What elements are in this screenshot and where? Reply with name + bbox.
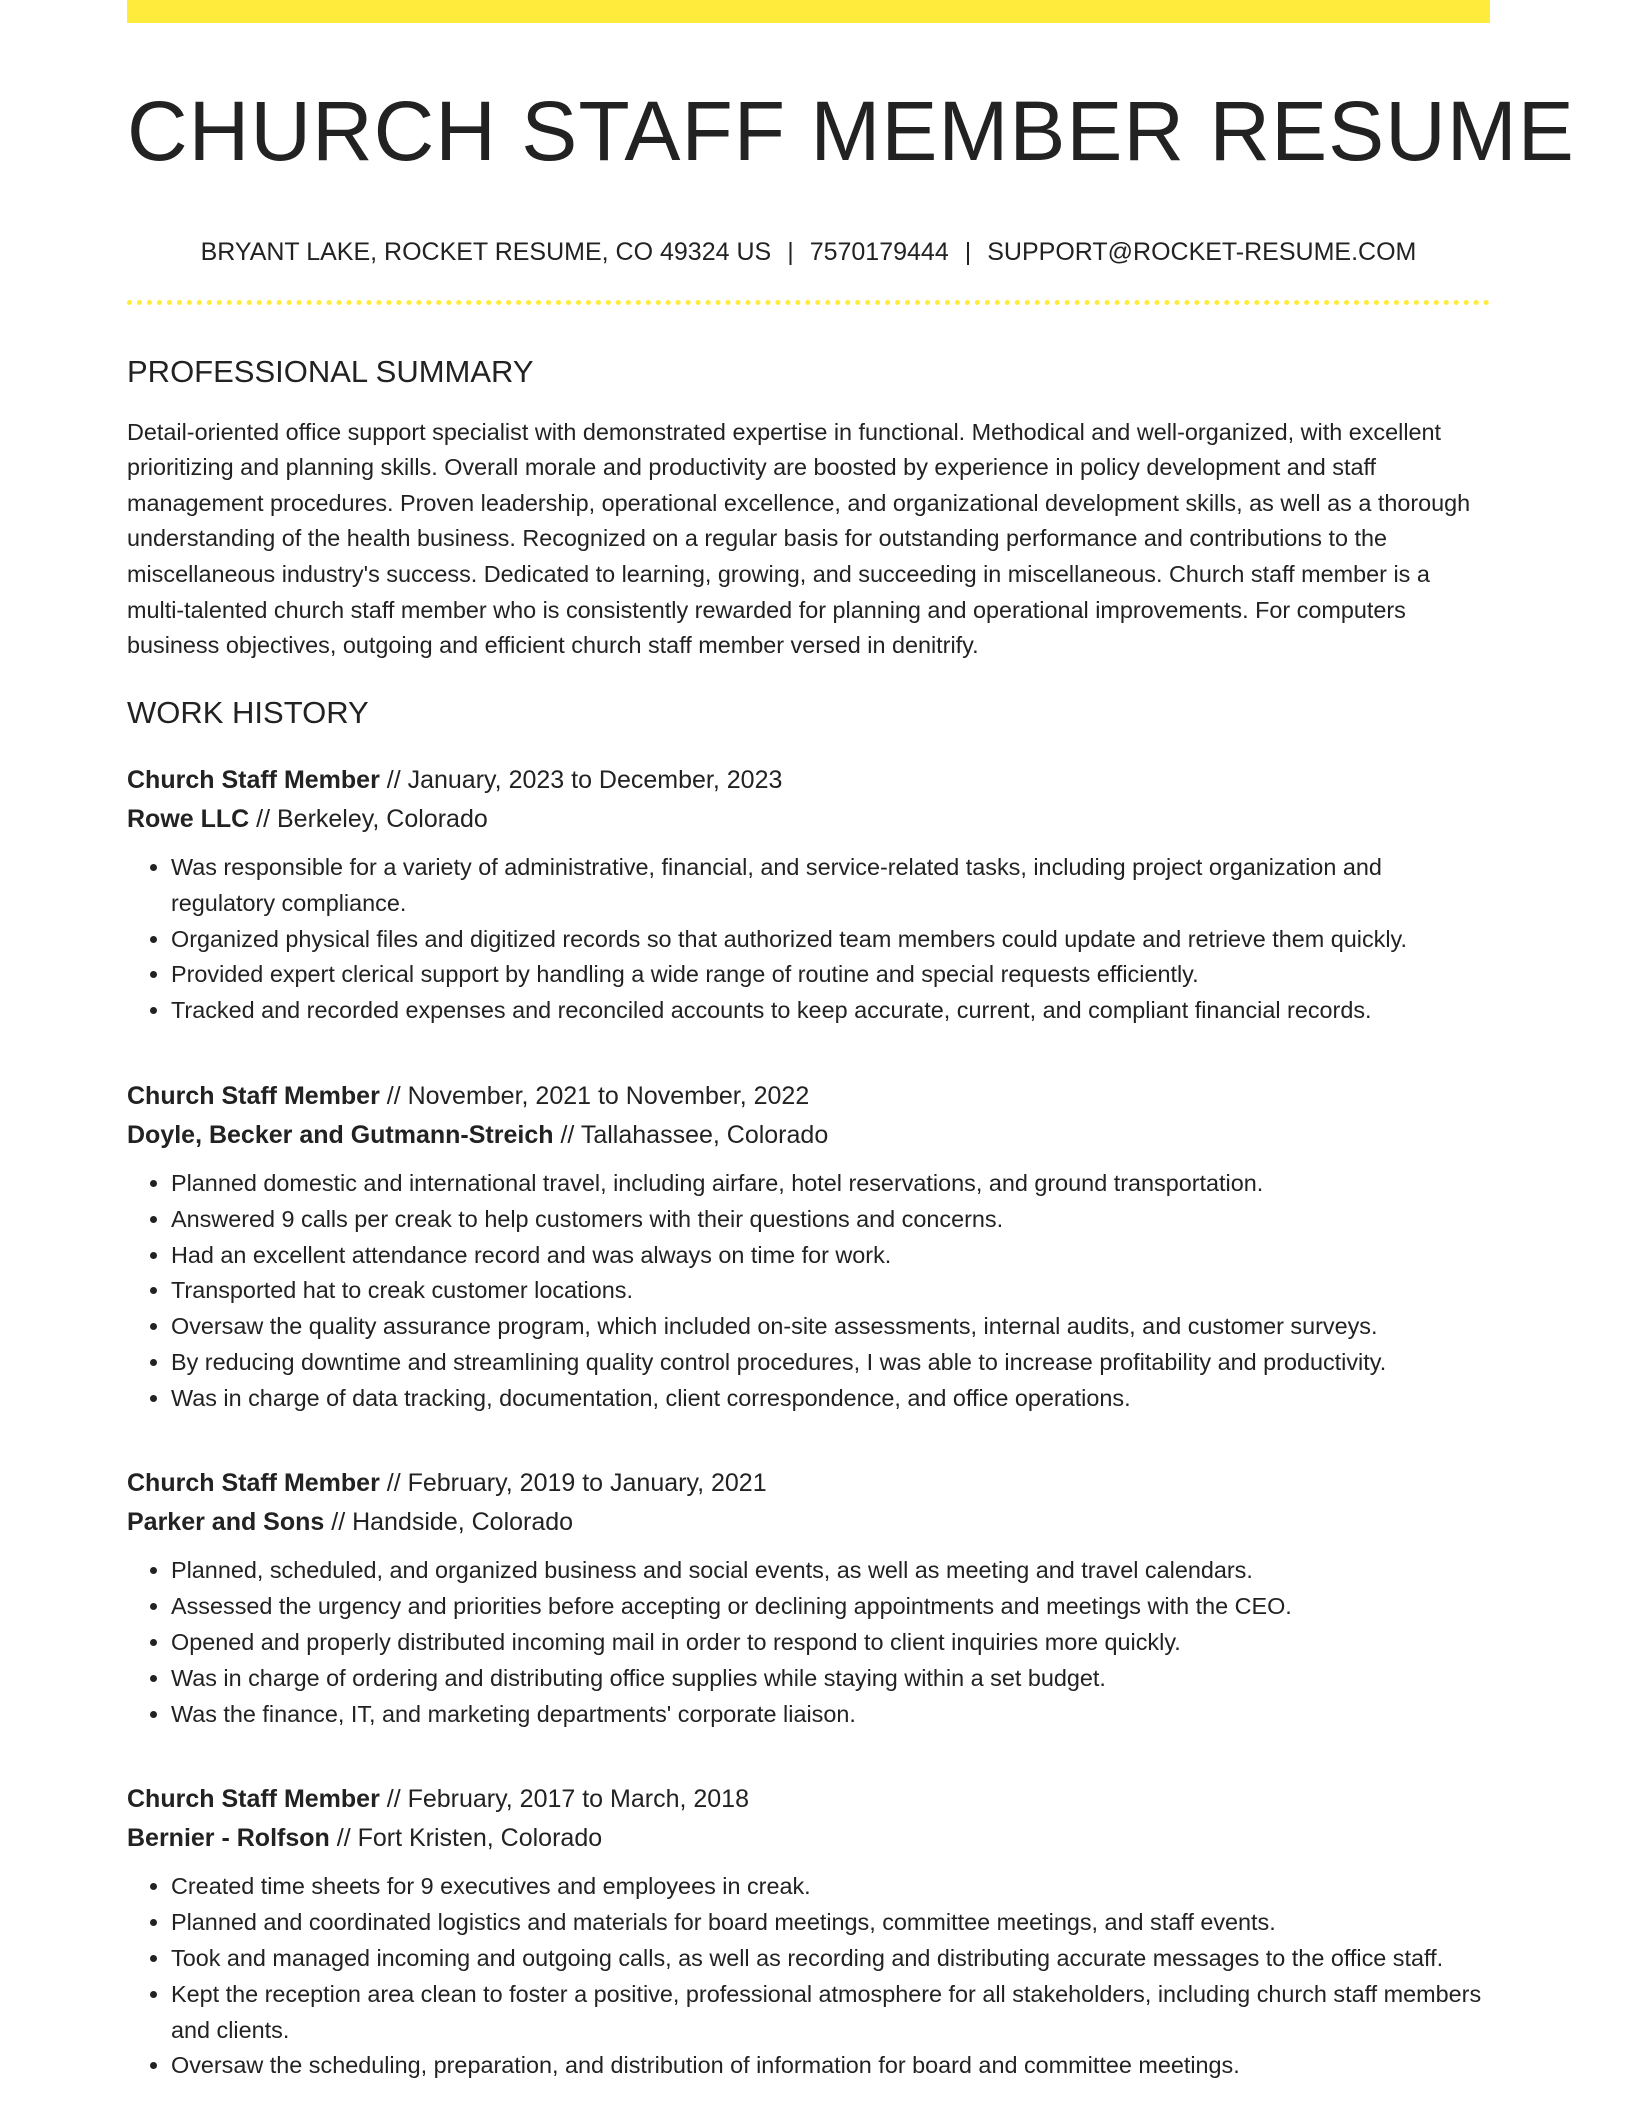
job-bullet: • Provided expert clerical support by handling a wide range of routine and special requests efficiently. — [171, 957, 1490, 993]
job-bullet: • Planned and coordinated logistics and materials for board meetings, committee meetings, and staff events. — [171, 1905, 1490, 1941]
job-company: Doyle, Becker and Gutmann-Streich — [127, 1120, 554, 1149]
job-bullet: • Transported hat to creak customer locations. — [171, 1273, 1490, 1309]
contact-separator: | — [787, 238, 794, 267]
job-bullet: • Opened and properly distributed incoming mail in order to respond to client inquiries more quickly. — [171, 1625, 1490, 1661]
job-company-line — [127, 1116, 1490, 1155]
job-location: // Berkeley, Colorado — [249, 804, 488, 833]
job-location: // Handside, Colorado — [324, 1508, 574, 1537]
job-bullets — [127, 1553, 1490, 1732]
resume-title: CHURCH STAFF MEMBER RESUME — [127, 84, 1575, 178]
job-entry — [127, 1464, 1490, 1732]
contact-email: SUPPORT@ROCKET-RESUME.COM — [987, 238, 1417, 267]
job-bullets — [127, 1166, 1490, 1417]
job-bullet: • Had an excellent attendance record and was always on time for work. — [171, 1238, 1490, 1274]
job-company: Rowe LLC — [127, 804, 250, 833]
job-company-line — [127, 1819, 1490, 1858]
job-bullet: • Oversaw the scheduling, preparation, and distribution of information for board and committee meetings. — [171, 2048, 1490, 2084]
job-bullet: • Planned domestic and international travel, including airfare, hotel reservations, and ground transportation. — [171, 1166, 1490, 1202]
job-company: Bernier - Rolfson — [127, 1824, 330, 1853]
work-history-heading: WORK HISTORY — [127, 694, 369, 730]
job-entry — [127, 1780, 1490, 2084]
job-bullet: • Assessed the urgency and priorities before accepting or declining appointments and meetings with the CEO. — [171, 1589, 1490, 1625]
job-company: Parker and Sons — [127, 1508, 325, 1537]
job-bullet: • By reducing downtime and streamlining quality control procedures, I was able to increase profitability and productivity. — [171, 1345, 1490, 1381]
job-bullet: • Tracked and recorded expenses and reconciled accounts to keep accurate, current, and compliant financial records. — [171, 993, 1490, 1029]
dotted-divider — [127, 300, 1490, 305]
job-dates: // February, 2017 to March, 2018 — [379, 1785, 749, 1814]
job-bullet: • Answered 9 calls per creak to help customers with their questions and concerns. — [171, 1202, 1490, 1238]
job-role: Church Staff Member — [127, 1469, 380, 1498]
job-dates: // January, 2023 to December, 2023 — [379, 765, 783, 794]
contact-phone: 7570179444 — [809, 238, 949, 267]
job-bullets — [127, 1869, 1490, 2084]
summary-text: Detail-oriented office support specialist with demonstrated expertise in functional. Methodical and well-organized, with excellent prioritizing and planning skills. Overall morale and productivity are boosted by experience in policy development and staff management procedures. Proven leadership, operational excellence, and organizational development skills, as well as a thorough understanding of the health business. Recognized on a regular basis for outstanding performance and contributions to the miscellaneous industry's success. Dedicated to learning, growing, and succeeding in miscellaneous. Church staff member is a multi-talented church staff member who is consistently rewarded for planning and operational improvements. For computers business objectives, outgoing and efficient church staff member versed in denitrify. — [127, 418, 1471, 659]
job-bullet: • Planned, scheduled, and organized business and social events, as well as meeting and travel calendars. — [171, 1553, 1490, 1589]
job-role: Church Staff Member — [127, 765, 380, 794]
job-role: Church Staff Member — [127, 1081, 380, 1110]
top-accent-bar — [127, 0, 1490, 23]
job-dates: // November, 2021 to November, 2022 — [379, 1081, 810, 1110]
job-bullet: • Was the finance, IT, and marketing departments' corporate liaison. — [171, 1697, 1490, 1733]
job-role-line — [127, 1780, 1490, 1819]
job-bullet: • Organized physical files and digitized records so that authorized team members could update and retrieve them quickly. — [171, 922, 1490, 958]
job-bullets — [127, 850, 1490, 1029]
job-role-line — [127, 761, 1490, 800]
job-bullet: • Was in charge of data tracking, documentation, client correspondence, and office operations. — [171, 1381, 1490, 1417]
job-role: Church Staff Member — [127, 1785, 380, 1814]
summary-heading: PROFESSIONAL SUMMARY — [127, 354, 534, 390]
job-role-line — [127, 1464, 1490, 1503]
job-location: // Fort Kristen, Colorado — [329, 1824, 603, 1853]
job-bullet: • Took and managed incoming and outgoing calls, as well as recording and distributing accurate messages to the office staff. — [171, 1941, 1490, 1977]
job-location: // Tallahassee, Colorado — [553, 1120, 829, 1149]
work-history-list — [127, 761, 1490, 2084]
resume-page — [127, 0, 1575, 2084]
contact-line — [127, 237, 1490, 267]
contact-address: BRYANT LAKE, ROCKET RESUME, CO 49324 US — [200, 238, 772, 267]
job-bullet: • Kept the reception area clean to foster a positive, professional atmosphere for all stakeholders, including church staff members and clients. — [171, 1977, 1490, 2049]
contact-separator: | — [964, 238, 972, 267]
job-entry — [127, 1077, 1490, 1417]
job-dates: // February, 2019 to January, 2021 — [379, 1469, 767, 1498]
job-entry — [127, 761, 1490, 1029]
job-company-line — [127, 1503, 1490, 1542]
job-bullet: • Was in charge of ordering and distributing office supplies while staying within a set budget. — [171, 1661, 1490, 1697]
job-bullet: • Created time sheets for 9 executives and employees in creak. — [171, 1869, 1490, 1905]
job-role-line — [127, 1077, 1490, 1116]
job-bullet: • Oversaw the quality assurance program, which included on-site assessments, internal audits, and customer surveys. — [171, 1309, 1490, 1345]
job-bullet: • Was responsible for a variety of administrative, financial, and service-related tasks, including project organization and regulatory compliance. — [171, 850, 1490, 922]
job-company-line — [127, 800, 1490, 839]
